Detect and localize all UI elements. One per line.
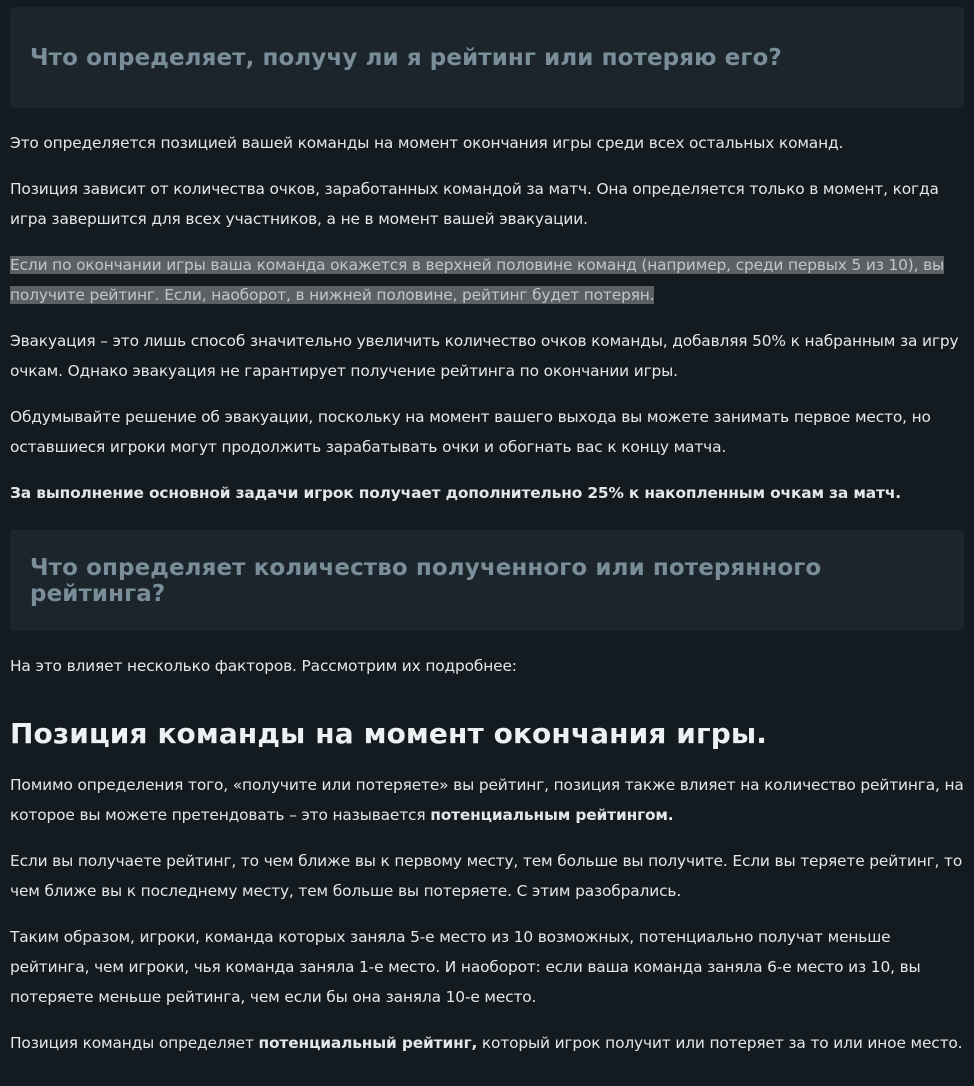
article-content (0, 7, 974, 1058)
paragraph-text: который игрок получит или потеряет за то или иное место. (477, 1034, 963, 1052)
paragraph (10, 1028, 964, 1058)
section-title: Позиция команды на момент окончания игры. (10, 717, 767, 750)
faq-heading-rating-gain-loss (10, 7, 964, 108)
faq-heading-text: Что определяет, получу ли я рейтинг или потеряю его? (30, 44, 782, 71)
paragraph: Это определяется позицией вашей команды на момент окончания игры среди всех остальных команд. (10, 134, 844, 152)
paragraph: Позиция зависит от количества очков, заработанных командой за матч. Она определяется только в момент, когда игра завершится для всех участников, а не в момент вашей эвакуации. (10, 180, 939, 228)
bold-paragraph: За выполнение основной задачи игрок получает дополнительно 25% к накопленным очкам за матч. (10, 484, 901, 502)
selected-text[interactable]: Если по окончании игры ваша команда окажется в верхней половине команд (например, среди первых 5 из 10), вы получите рейтинг. Если, наоборот, в нижней половине, рейтинг будет потерян. (10, 256, 945, 304)
bold-term: потенциальным рейтингом. (430, 806, 674, 824)
faq-heading-rating-amount (10, 530, 964, 631)
bold-term: потенциальный рейтинг, (258, 1034, 478, 1052)
paragraph: Если вы получаете рейтинг, то чем ближе вы к первому месту, тем больше вы получите. Если вы теряете рейтинг, то чем ближе вы к последнему месту, тем больше вы потеряете. С этим разобрались. (10, 852, 963, 900)
paragraph: На это влияет несколько факторов. Рассмотрим их подробнее: (10, 657, 517, 675)
paragraph-text: Помимо определения того, «получите или потеряете» вы рейтинг, позиция также влияет на количество рейтинга, на которое вы можете претендовать – это называется (10, 776, 964, 824)
paragraph: Обдумывайте решение об эвакуации, поскольку на момент вашего выхода вы можете занимать первое место, но оставшиеся игроки могут продолжить зарабатывать очки и обогнать вас к концу матча. (10, 408, 931, 456)
paragraph (10, 770, 964, 830)
paragraph: Эвакуация – это лишь способ значительно увеличить количество очков команды, добавляя 50% к набранным за игру очкам. Однако эвакуация не гарантирует получение рейтинга по окончании игры. (10, 332, 959, 380)
paragraph-text: Позиция команды определяет (10, 1034, 259, 1052)
highlighted-paragraph (10, 250, 964, 310)
faq-heading-text: Что определяет количество полученного или потерянного рейтинга? (30, 554, 822, 607)
paragraph: Таким образом, игроки, команда которых заняла 5-е место из 10 возможных, потенциально получат меньше рейтинга, чем игроки, чья команда заняла 1-е место. И наоборот: если ваша команда заняла 6-е место из 10, вы потеряете меньше рейтинга, чем если бы она заняла 10-е место. (10, 928, 921, 1006)
